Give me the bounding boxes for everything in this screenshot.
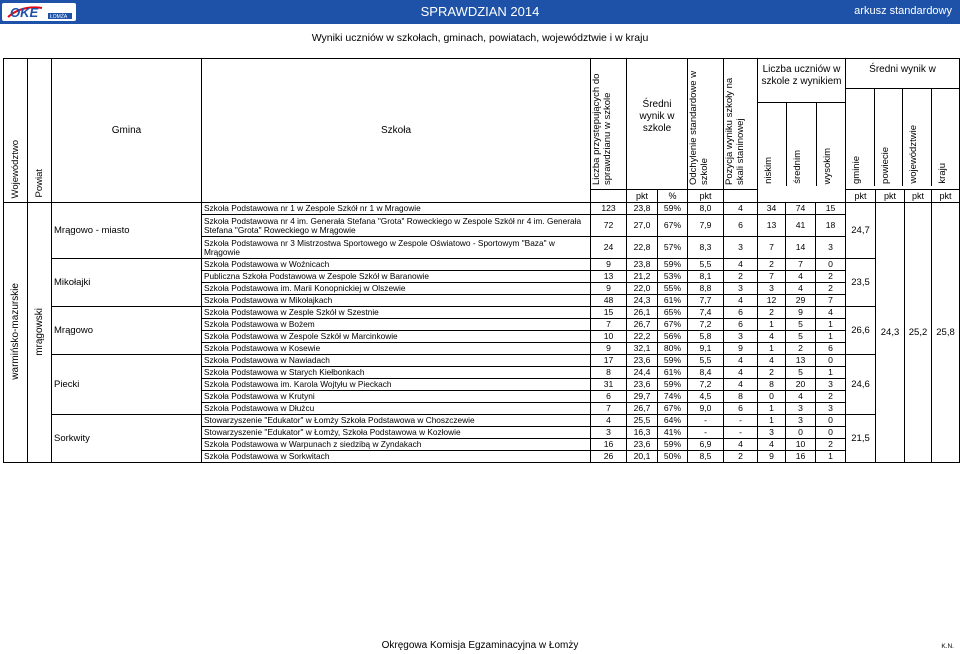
cell-stanine: 8 xyxy=(724,391,758,403)
cell-mid: 14 xyxy=(786,237,816,259)
wojewodztwo-cell xyxy=(4,203,28,463)
author-initials: K.N. xyxy=(941,643,954,650)
cell-count: 31 xyxy=(591,379,627,391)
cell-percent: 41% xyxy=(658,427,688,439)
cell-sd: 7,2 xyxy=(688,379,724,391)
cell-high: 18 xyxy=(816,215,846,237)
cell-score: 26,1 xyxy=(627,307,658,319)
cell-mid: 5 xyxy=(786,331,816,343)
school-name: Szkoła Podstawowa nr 4 im. Generała Stefana "Grota" Roweckiego w Zespole Szkół nr 4 im. Generała Stefana "Grota" Roweckiego w Mrągowie xyxy=(202,215,591,237)
cell-sd: 8,4 xyxy=(688,367,724,379)
cell-score: 26,7 xyxy=(627,319,658,331)
cell-low: 1 xyxy=(758,343,786,355)
cell-low: 3 xyxy=(758,283,786,295)
cell-stanine: 6 xyxy=(724,403,758,415)
cell-stanine: 4 xyxy=(724,439,758,451)
cell-mid: 9 xyxy=(786,307,816,319)
cell-score: 21,2 xyxy=(627,271,658,283)
cell-stanine: 3 xyxy=(724,283,758,295)
cell-low: 2 xyxy=(758,259,786,271)
cell-percent: 65% xyxy=(658,307,688,319)
cell-mid: 10 xyxy=(786,439,816,451)
col-wojewodztwie: województwie xyxy=(908,125,919,184)
cell-low: 1 xyxy=(758,403,786,415)
cell-percent: 61% xyxy=(658,367,688,379)
cell-percent: 80% xyxy=(658,343,688,355)
cell-mid: 4 xyxy=(786,271,816,283)
unit-pkt: pkt xyxy=(627,190,658,203)
cell-percent: 67% xyxy=(658,403,688,415)
cell-percent: 59% xyxy=(658,259,688,271)
cell-count: 17 xyxy=(591,355,627,367)
col-powiecie: powiecie xyxy=(879,147,891,184)
cell-percent: 59% xyxy=(658,203,688,215)
cell-score: 29,7 xyxy=(627,391,658,403)
cell-score: 22,8 xyxy=(627,237,658,259)
cell-high: 2 xyxy=(816,439,846,451)
cell-score: 22,2 xyxy=(627,331,658,343)
cell-mid: 29 xyxy=(786,295,816,307)
school-name: Szkoła Podstawowa w Zesple Szkół w Szestnie xyxy=(202,307,591,319)
cell-count: 8 xyxy=(591,367,627,379)
cell-score: 27,0 xyxy=(627,215,658,237)
cell-stanine: 2 xyxy=(724,271,758,283)
cell-mid: 0 xyxy=(786,427,816,439)
logo-text: OKE xyxy=(10,5,39,20)
school-name: Stowarzyszenie "Edukator" w Łomży Szkoła Podstawowa w Choszczewie xyxy=(202,415,591,427)
cell-low: 34 xyxy=(758,203,786,215)
cell-score: 24,3 xyxy=(627,295,658,307)
table-row xyxy=(4,415,960,427)
unit-percent: % xyxy=(658,190,688,203)
cell-mid: 4 xyxy=(786,391,816,403)
unit-pkt: pkt xyxy=(876,190,905,203)
cell-score: 23,8 xyxy=(627,203,658,215)
gmina-name: Sorkwity xyxy=(52,415,202,463)
cell-low: 13 xyxy=(758,215,786,237)
gmina-avg: 21,5 xyxy=(846,415,876,463)
cell-high: 0 xyxy=(816,259,846,271)
cell-stanine: - xyxy=(724,415,758,427)
cell-sd: 5,5 xyxy=(688,259,724,271)
cell-stanine: 9 xyxy=(724,343,758,355)
gmina-avg: 24,7 xyxy=(846,203,876,259)
cell-high: 1 xyxy=(816,367,846,379)
cell-sd: 5,5 xyxy=(688,355,724,367)
cell-sd: 8,3 xyxy=(688,237,724,259)
cell-count: 10 xyxy=(591,331,627,343)
col-srednim: średnim xyxy=(792,150,804,184)
school-name: Szkoła Podstawowa nr 1 w Zespole Szkół nr 1 w Mragowie xyxy=(202,203,591,215)
cell-high: 0 xyxy=(816,427,846,439)
col-niskim: niskim xyxy=(763,157,774,184)
cell-mid: 7 xyxy=(786,259,816,271)
kraj-avg: 25,8 xyxy=(932,203,960,463)
cell-stanine: 2 xyxy=(724,451,758,463)
col-powiat: Powiat xyxy=(34,169,45,198)
unit-pkt: pkt xyxy=(688,190,724,203)
cell-low: 4 xyxy=(758,439,786,451)
cell-low: 7 xyxy=(758,271,786,283)
cell-stanine: - xyxy=(724,427,758,439)
col-odchylenie: Odchylenie standardowe w szkole xyxy=(688,70,710,185)
cell-count: 9 xyxy=(591,343,627,355)
cell-stanine: 4 xyxy=(724,295,758,307)
gmina-name: Mikołajki xyxy=(52,259,202,307)
cell-count: 3 xyxy=(591,427,627,439)
powiat-avg: 24,3 xyxy=(876,203,905,463)
cell-low: 9 xyxy=(758,451,786,463)
cell-mid: 74 xyxy=(786,203,816,215)
cell-percent: 67% xyxy=(658,319,688,331)
cell-sd: 6,9 xyxy=(688,439,724,451)
sredni-wynik-group xyxy=(846,59,960,190)
table-row xyxy=(4,259,960,271)
cell-sd: 8,5 xyxy=(688,451,724,463)
powiat-cell xyxy=(28,203,52,463)
cell-score: 20,1 xyxy=(627,451,658,463)
cell-stanine: 4 xyxy=(724,203,758,215)
cell-sd: - xyxy=(688,415,724,427)
school-name: Szkoła Podstawowa w Mikołajkach xyxy=(202,295,591,307)
cell-mid: 4 xyxy=(786,283,816,295)
cell-count: 4 xyxy=(591,415,627,427)
cell-stanine: 4 xyxy=(724,367,758,379)
school-name: Szkoła Podstawowa im. Marii Konopnickiej w Olszewie xyxy=(202,283,591,295)
table-row xyxy=(4,355,960,367)
cell-stanine: 6 xyxy=(724,319,758,331)
unit-pkt: pkt xyxy=(905,190,932,203)
cell-stanine: 4 xyxy=(724,379,758,391)
cell-count: 7 xyxy=(591,403,627,415)
cell-low: 2 xyxy=(758,367,786,379)
cell-stanine: 4 xyxy=(724,355,758,367)
cell-low: 4 xyxy=(758,331,786,343)
gmina-avg: 23,5 xyxy=(846,259,876,307)
cell-high: 2 xyxy=(816,271,846,283)
gmina-avg: 26,6 xyxy=(846,307,876,355)
cell-count: 123 xyxy=(591,203,627,215)
cell-high: 1 xyxy=(816,331,846,343)
table-row xyxy=(4,307,960,319)
cell-score: 32,1 xyxy=(627,343,658,355)
cell-percent: 55% xyxy=(658,283,688,295)
cell-sd: 7,7 xyxy=(688,295,724,307)
unit-pkt: pkt xyxy=(846,190,876,203)
header-row xyxy=(4,59,960,190)
cell-percent: 50% xyxy=(658,451,688,463)
cell-count: 26 xyxy=(591,451,627,463)
cell-low: 1 xyxy=(758,415,786,427)
cell-low: 4 xyxy=(758,355,786,367)
cell-mid: 2 xyxy=(786,343,816,355)
wojewodztwo-avg: 25,2 xyxy=(905,203,932,463)
header-bar xyxy=(0,0,960,24)
school-name: Szkoła Podstawowa w Woźnicach xyxy=(202,259,591,271)
cell-stanine: 6 xyxy=(724,307,758,319)
cell-sd: 7,4 xyxy=(688,307,724,319)
cell-high: 7 xyxy=(816,295,846,307)
col-liczba: Liczba przystępujących do sprawdzianu w szkole xyxy=(591,73,613,185)
school-name: Szkoła Podstawowa w Warpunach z siedzibą w Zyndakach xyxy=(202,439,591,451)
gmina-name: Mrągowo xyxy=(52,307,202,355)
cell-mid: 5 xyxy=(786,367,816,379)
col-szkola: Szkoła xyxy=(202,59,591,203)
page-title: SPRAWDZIAN 2014 xyxy=(420,4,540,19)
col-wysokim: wysokim xyxy=(821,147,833,184)
school-name: Szkoła Podstawowa w Zespole Szkół w Marcinkowie xyxy=(202,331,591,343)
cell-high: 0 xyxy=(816,355,846,367)
cell-count: 9 xyxy=(591,283,627,295)
col-gminie: gminie xyxy=(851,156,862,184)
cell-low: 0 xyxy=(758,391,786,403)
cell-sd: 8,8 xyxy=(688,283,724,295)
cell-high: 4 xyxy=(816,307,846,319)
wojewodztwo-value: warmińsko-mazurskie xyxy=(10,283,21,380)
col-kraju: kraju xyxy=(936,163,948,184)
cell-percent: 59% xyxy=(658,439,688,451)
school-name: Szkoła Podstawowa w Bożem xyxy=(202,319,591,331)
cell-sd: - xyxy=(688,427,724,439)
results-table xyxy=(3,58,960,463)
cell-score: 25,5 xyxy=(627,415,658,427)
cell-percent: 59% xyxy=(658,379,688,391)
school-name: Szkoła Podstawowa w Sorkwitach xyxy=(202,451,591,463)
cell-mid: 41 xyxy=(786,215,816,237)
cell-score: 22,0 xyxy=(627,283,658,295)
cell-percent: 61% xyxy=(658,295,688,307)
cell-high: 3 xyxy=(816,379,846,391)
powiat-value: mrągowski xyxy=(34,307,45,356)
cell-high: 6 xyxy=(816,343,846,355)
cell-low: 2 xyxy=(758,307,786,319)
cell-sd: 9,1 xyxy=(688,343,724,355)
logo-subtext: ŁOMŻA xyxy=(50,14,68,20)
cell-count: 9 xyxy=(591,259,627,271)
cell-score: 16,3 xyxy=(627,427,658,439)
cell-percent: 57% xyxy=(658,237,688,259)
cell-sd: 9,0 xyxy=(688,403,724,415)
gmina-name: Mrągowo - miasto xyxy=(52,203,202,259)
cell-percent: 67% xyxy=(658,215,688,237)
school-name: Szkoła Podstawowa nr 3 Mistrzostwa Sportowego w Zespole Oświatowo - Sportowym "Baza" w Mrągowie xyxy=(202,237,591,259)
cell-high: 2 xyxy=(816,391,846,403)
cell-count: 13 xyxy=(591,271,627,283)
table-row xyxy=(4,203,960,215)
cell-mid: 3 xyxy=(786,415,816,427)
cell-score: 23,6 xyxy=(627,379,658,391)
cell-low: 3 xyxy=(758,427,786,439)
cell-score: 24,4 xyxy=(627,367,658,379)
cell-low: 1 xyxy=(758,319,786,331)
cell-count: 6 xyxy=(591,391,627,403)
cell-mid: 5 xyxy=(786,319,816,331)
cell-stanine: 3 xyxy=(724,331,758,343)
cell-high: 2 xyxy=(816,283,846,295)
cell-count: 7 xyxy=(591,319,627,331)
cell-count: 16 xyxy=(591,439,627,451)
school-name: Szkoła Podstawowa im. Karola Wojtyłu w Pieckach xyxy=(202,379,591,391)
col-gmina: Gmina xyxy=(52,59,202,203)
cell-percent: 74% xyxy=(658,391,688,403)
cell-score: 23,8 xyxy=(627,259,658,271)
liczba-uczniow-group xyxy=(758,59,846,203)
cell-low: 12 xyxy=(758,295,786,307)
cell-low: 7 xyxy=(758,237,786,259)
school-name: Szkoła Podstawowa w Dłużcu xyxy=(202,403,591,415)
cell-count: 15 xyxy=(591,307,627,319)
school-name: Szkoła Podstawowa w Starych Kiełbonkach xyxy=(202,367,591,379)
cell-score: 23,6 xyxy=(627,355,658,367)
school-name: Szkoła Podstawowa w Krutyni xyxy=(202,391,591,403)
col-liczba-uczniow: Liczba uczniów w szkole z wynikiem xyxy=(758,59,845,103)
cell-sd: 7,2 xyxy=(688,319,724,331)
cell-percent: 53% xyxy=(658,271,688,283)
gmina-avg: 24,6 xyxy=(846,355,876,415)
cell-count: 24 xyxy=(591,237,627,259)
footer-text: Okręgowa Komisja Egzaminacyjna w Łomży xyxy=(381,640,579,651)
cell-high: 3 xyxy=(816,237,846,259)
cell-high: 1 xyxy=(816,319,846,331)
cell-high: 1 xyxy=(816,451,846,463)
school-name: Szkoła Podstawowa w Nawiadach xyxy=(202,355,591,367)
cell-percent: 64% xyxy=(658,415,688,427)
cell-count: 48 xyxy=(591,295,627,307)
col-sredni-wynik-w: Średni wynik w xyxy=(846,59,959,89)
report-subtitle: Wyniki uczniów w szkołach, gminach, powiatach, województwie i w kraju xyxy=(311,32,649,44)
cell-sd: 8,1 xyxy=(688,271,724,283)
unit-pkt: pkt xyxy=(932,190,960,203)
cell-percent: 56% xyxy=(658,331,688,343)
cell-stanine: 3 xyxy=(724,237,758,259)
sheet-type-label: arkusz standardowy xyxy=(854,5,952,17)
cell-high: 0 xyxy=(816,415,846,427)
gmina-name: Piecki xyxy=(52,355,202,415)
cell-stanine: 6 xyxy=(724,215,758,237)
col-pozycja: Pozycja wyniku szkoły na skali staninowej xyxy=(724,77,746,185)
cell-mid: 3 xyxy=(786,403,816,415)
cell-high: 15 xyxy=(816,203,846,215)
cell-mid: 13 xyxy=(786,355,816,367)
cell-sd: 5,8 xyxy=(688,331,724,343)
cell-score: 23,6 xyxy=(627,439,658,451)
cell-mid: 20 xyxy=(786,379,816,391)
cell-percent: 59% xyxy=(658,355,688,367)
cell-mid: 16 xyxy=(786,451,816,463)
cell-count: 72 xyxy=(591,215,627,237)
cell-sd: 7,9 xyxy=(688,215,724,237)
cell-sd: 4,5 xyxy=(688,391,724,403)
school-name: Stowarzyszenie "Edukator" w Łomży, Szkoła Podstawowa w Kozłowie xyxy=(202,427,591,439)
school-name: Publiczna Szkoła Podstawowa w Zespole Szkół w Baranowie xyxy=(202,271,591,283)
cell-stanine: 4 xyxy=(724,259,758,271)
cell-low: 8 xyxy=(758,379,786,391)
cell-high: 3 xyxy=(816,403,846,415)
cell-sd: 8,0 xyxy=(688,203,724,215)
school-name: Szkoła Podstawowa w Kosewie xyxy=(202,343,591,355)
col-wojewodztwo: Województwo xyxy=(10,139,21,198)
col-sredni-szkola: Średni wynik w szkole xyxy=(627,59,688,190)
cell-score: 26,7 xyxy=(627,403,658,415)
